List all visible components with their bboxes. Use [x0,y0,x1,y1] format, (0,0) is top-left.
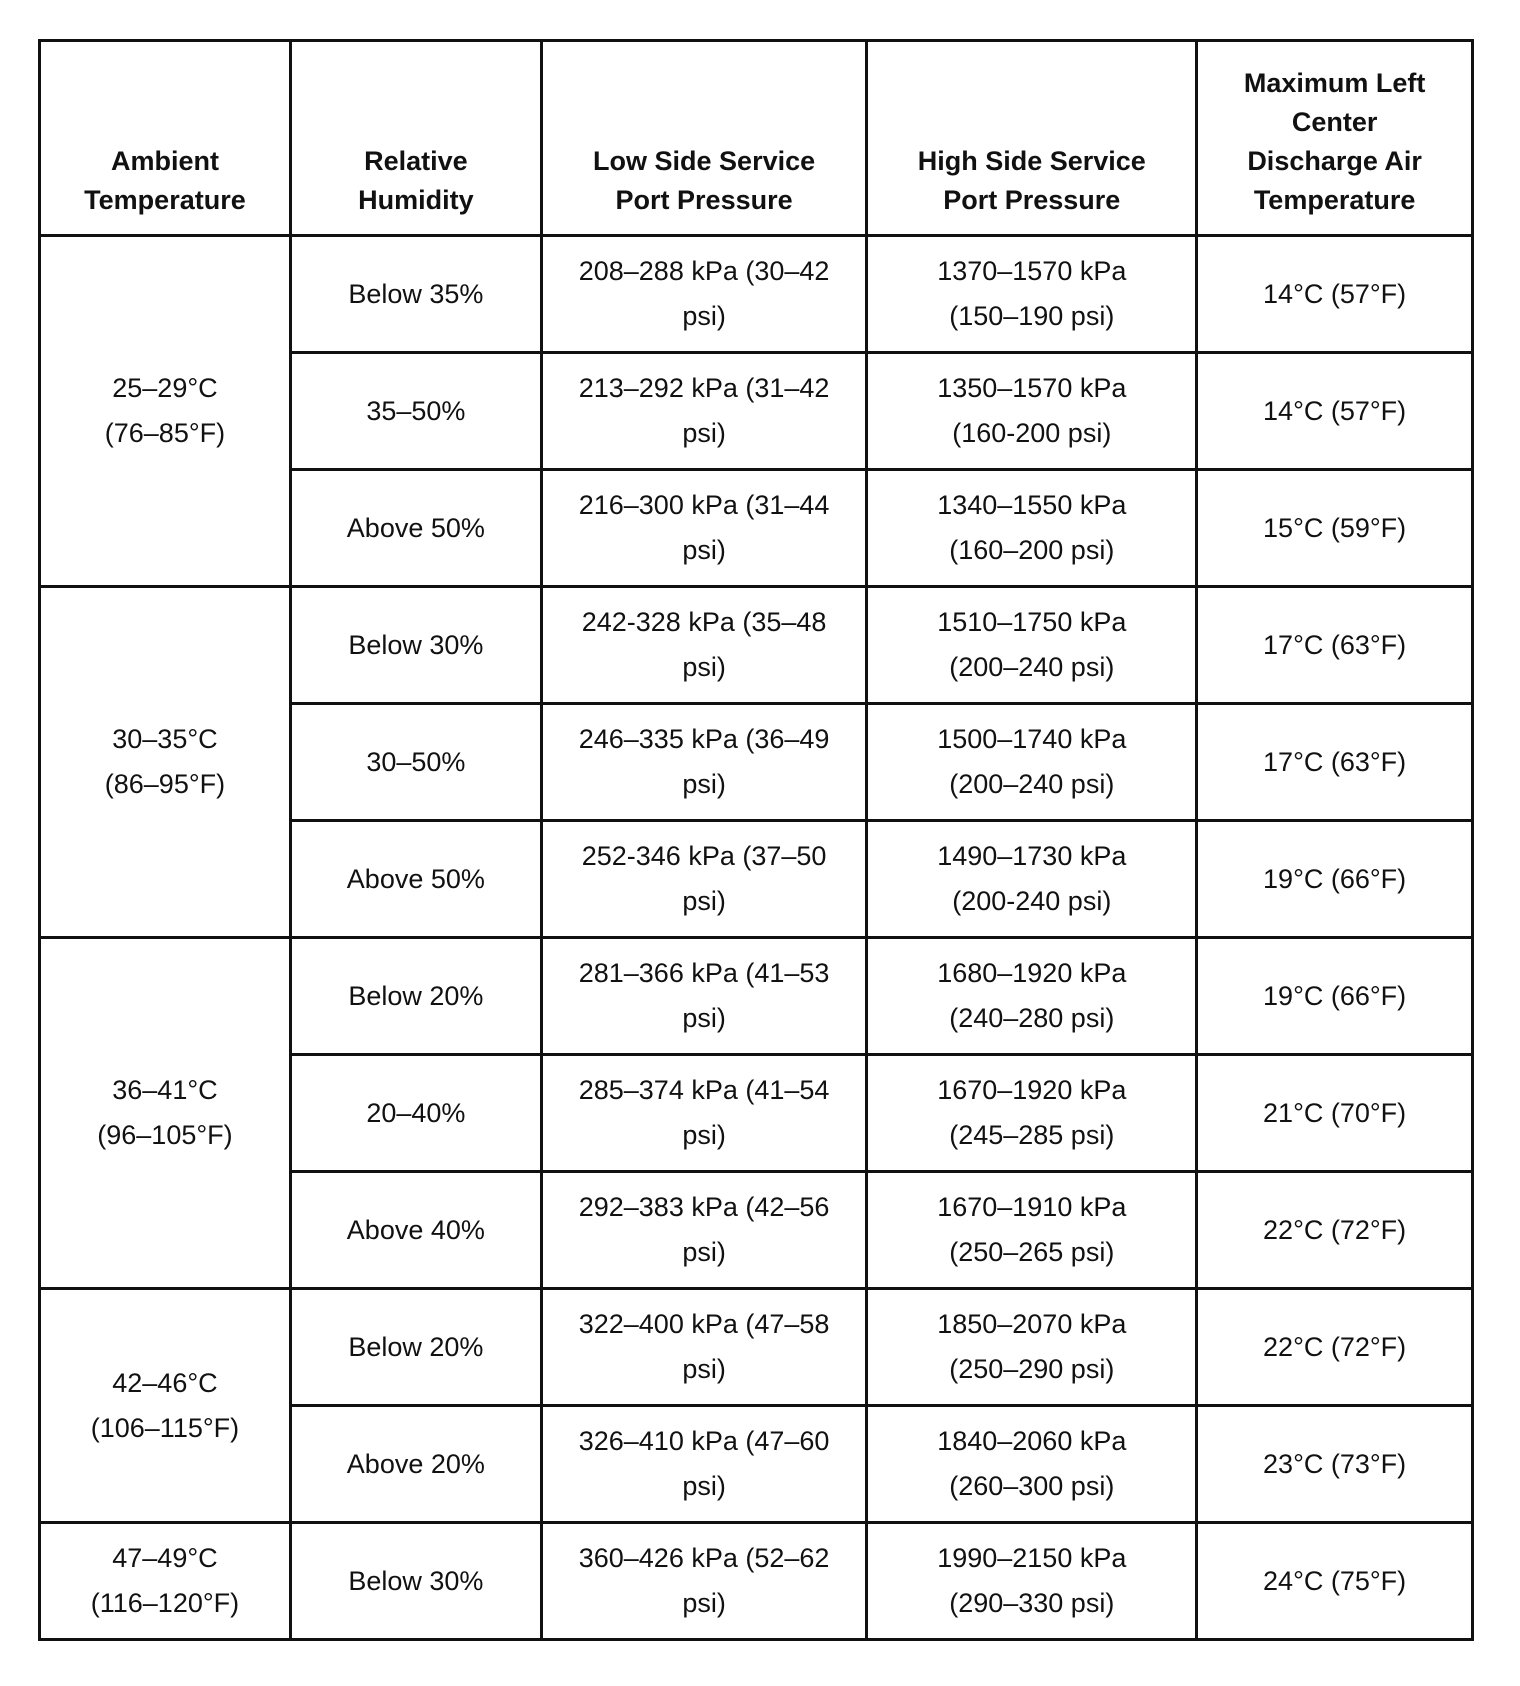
high-side-pressure-cell: 1670–1920 kPa (245–285 psi) [867,1055,1197,1172]
low-side-pressure-cell: 326–410 kPa (47–60 psi) [541,1406,867,1523]
low-side-pressure-cell: 285–374 kPa (41–54 psi) [541,1055,867,1172]
max-discharge-temperature-cell: 14°C (57°F) [1197,353,1473,470]
header-max-discharge-temperature: Maximum Left Center Discharge Air Temperature [1197,41,1473,236]
relative-humidity-cell: 30–50% [290,704,541,821]
max-discharge-temperature-cell: 15°C (59°F) [1197,470,1473,587]
relative-humidity-cell: Below 20% [290,1289,541,1406]
ambient-temperature-cell: 47–49°C (116–120°F) [40,1523,291,1640]
max-discharge-temperature-cell: 23°C (73°F) [1197,1406,1473,1523]
relative-humidity-cell: Above 20% [290,1406,541,1523]
relative-humidity-cell: Below 35% [290,236,541,353]
relative-humidity-cell: Below 30% [290,1523,541,1640]
low-side-pressure-cell: 281–366 kPa (41–53 psi) [541,938,867,1055]
max-discharge-temperature-cell: 22°C (72°F) [1197,1289,1473,1406]
max-discharge-temperature-cell: 19°C (66°F) [1197,821,1473,938]
high-side-pressure-cell: 1340–1550 kPa (160–200 psi) [867,470,1197,587]
relative-humidity-cell: Below 20% [290,938,541,1055]
table-row [40,1523,1473,1640]
header-ambient-temperature: Ambient Temperature [40,41,291,236]
ambient-temperature-cell: 30–35°C (86–95°F) [40,587,291,938]
high-side-pressure-cell: 1370–1570 kPa (150–190 psi) [867,236,1197,353]
ambient-temperature-cell: 42–46°C (106–115°F) [40,1289,291,1523]
table-row [40,587,1473,704]
max-discharge-temperature-cell: 19°C (66°F) [1197,938,1473,1055]
low-side-pressure-cell: 360–426 kPa (52–62 psi) [541,1523,867,1640]
high-side-pressure-cell: 1510–1750 kPa (200–240 psi) [867,587,1197,704]
low-side-pressure-cell: 252-346 kPa (37–50 psi) [541,821,867,938]
high-side-pressure-cell: 1670–1910 kPa (250–265 psi) [867,1172,1197,1289]
max-discharge-temperature-cell: 21°C (70°F) [1197,1055,1473,1172]
relative-humidity-cell: 20–40% [290,1055,541,1172]
ambient-temperature-cell: 25–29°C (76–85°F) [40,236,291,587]
max-discharge-temperature-cell: 24°C (75°F) [1197,1523,1473,1640]
max-discharge-temperature-cell: 14°C (57°F) [1197,236,1473,353]
low-side-pressure-cell: 242-328 kPa (35–48 psi) [541,587,867,704]
high-side-pressure-cell: 1500–1740 kPa (200–240 psi) [867,704,1197,821]
header-high-side-pressure: High Side Service Port Pressure [867,41,1197,236]
high-side-pressure-cell: 1850–2070 kPa (250–290 psi) [867,1289,1197,1406]
table-row [40,938,1473,1055]
high-side-pressure-cell: 1680–1920 kPa (240–280 psi) [867,938,1197,1055]
low-side-pressure-cell: 213–292 kPa (31–42 psi) [541,353,867,470]
relative-humidity-cell: Below 30% [290,587,541,704]
low-side-pressure-cell: 208–288 kPa (30–42 psi) [541,236,867,353]
high-side-pressure-cell: 1990–2150 kPa (290–330 psi) [867,1523,1197,1640]
low-side-pressure-cell: 246–335 kPa (36–49 psi) [541,704,867,821]
header-relative-humidity: Relative Humidity [290,41,541,236]
ambient-temperature-cell: 36–41°C (96–105°F) [40,938,291,1289]
low-side-pressure-cell: 216–300 kPa (31–44 psi) [541,470,867,587]
max-discharge-temperature-cell: 17°C (63°F) [1197,704,1473,821]
relative-humidity-cell: Above 40% [290,1172,541,1289]
high-side-pressure-cell: 1350–1570 kPa (160-200 psi) [867,353,1197,470]
high-side-pressure-cell: 1840–2060 kPa (260–300 psi) [867,1406,1197,1523]
relative-humidity-cell: 35–50% [290,353,541,470]
max-discharge-temperature-cell: 22°C (72°F) [1197,1172,1473,1289]
low-side-pressure-cell: 292–383 kPa (42–56 psi) [541,1172,867,1289]
table-row [40,236,1473,353]
low-side-pressure-cell: 322–400 kPa (47–58 psi) [541,1289,867,1406]
header-low-side-pressure: Low Side Service Port Pressure [541,41,867,236]
header-row [40,41,1473,236]
ac-pressure-spec-table [38,39,1474,1641]
relative-humidity-cell: Above 50% [290,821,541,938]
table-body [40,236,1473,1640]
relative-humidity-cell: Above 50% [290,470,541,587]
high-side-pressure-cell: 1490–1730 kPa (200-240 psi) [867,821,1197,938]
table-row [40,1289,1473,1406]
max-discharge-temperature-cell: 17°C (63°F) [1197,587,1473,704]
